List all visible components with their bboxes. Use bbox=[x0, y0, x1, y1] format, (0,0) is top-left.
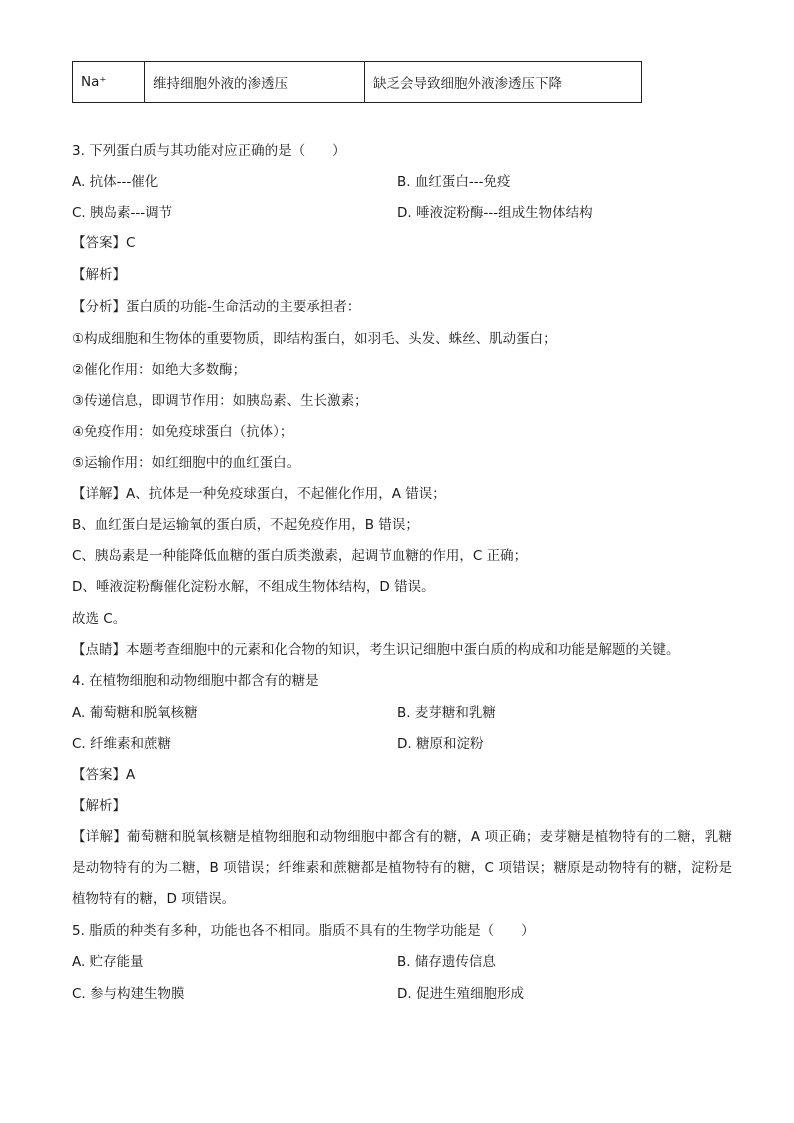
q3-option-b: B. 血红蛋白---免疫 bbox=[397, 174, 511, 190]
q3-line: D、唾液淀粉酶催化淀粉水解，不组成生物体结构，D 错误。 bbox=[72, 579, 435, 595]
q4-detail: 【详解】葡萄糖和脱氧核糖是植物细胞和动物细胞中都含有的糖，A 项正确；麦芽糖是植物特有的二糖，乳糖是动物特有的为二糖，B 项错误；纤维素和蔗糖都是植物特有的糖，C 项错误；糖原是动物特有的糖，淀粉是植物特有的糖，D 项错误。 bbox=[72, 829, 732, 907]
q3-line: 【分析】蛋白质的功能-生命活动的主要承担者： bbox=[72, 299, 361, 315]
q5-option-b: B. 储存遗传信息 bbox=[397, 954, 496, 970]
q3-question: 3. 下列蛋白质与其功能对应正确的是（ ） bbox=[72, 143, 346, 159]
q3-option-d: D. 唾液淀粉酶---组成生物体结构 bbox=[397, 205, 593, 221]
q3-line: ⑤运输作用：如红细胞中的血红蛋白。 bbox=[72, 455, 301, 471]
q4-answer: 【答案】A bbox=[72, 767, 136, 783]
q4-option-c: C. 纤维素和蔗糖 bbox=[72, 736, 172, 752]
q4-option-a: A. 葡萄糖和脱氧核糖 bbox=[72, 705, 198, 721]
q5-option-d: D. 促进生殖细胞形成 bbox=[397, 986, 524, 1002]
q3-line: ②催化作用：如绝大多数酶； bbox=[72, 362, 247, 378]
q4-option-b: B. 麦芽糖和乳糖 bbox=[397, 705, 496, 721]
q5-option-a: A. 贮存能量 bbox=[72, 954, 144, 970]
deficiency-cell: 缺乏会导致细胞外液渗透压下降 bbox=[365, 62, 642, 103]
q3-analysis-label: 【解析】 bbox=[72, 267, 126, 283]
q3-answer: 【答案】C bbox=[72, 235, 136, 251]
q5-option-c: C. 参与构建生物膜 bbox=[72, 986, 185, 1002]
q3-line: B、血红蛋白是运输氧的蛋白质，不起免疫作用，B 错误； bbox=[72, 517, 419, 533]
q3-line: 【详解】A、抗体是一种免疫球蛋白，不起催化作用，A 错误； bbox=[72, 486, 446, 502]
q3-line: ④免疫作用：如免疫球蛋白（抗体）； bbox=[72, 424, 294, 440]
q3-line: ③传递信息，即调节作用：如胰岛素、生长激素； bbox=[72, 393, 368, 409]
function-cell: 维持细胞外液的渗透压 bbox=[145, 62, 365, 103]
q3-line: 【点睛】本题考查细胞中的元素和化合物的知识，考生识记细胞中蛋白质的构成和功能是解题的关键。 bbox=[72, 642, 680, 658]
q4-option-d: D. 糖原和淀粉 bbox=[397, 736, 484, 752]
ion-function-table bbox=[72, 61, 642, 103]
q3-line: 故选 C。 bbox=[72, 611, 127, 627]
q3-option-a: A. 抗体---催化 bbox=[72, 174, 159, 190]
q4-question: 4. 在植物细胞和动物细胞中都含有的糖是 bbox=[72, 673, 319, 689]
q5-question: 5. 脂质的种类有多种，功能也各不相同。脂质不具有的生物学功能是（ ） bbox=[72, 923, 535, 939]
q4-analysis-label: 【解析】 bbox=[72, 798, 126, 814]
table-row bbox=[73, 62, 642, 103]
q3-option-c: C. 胰岛素---调节 bbox=[72, 205, 173, 221]
q3-line: C、胰岛素是一种能降低血糖的蛋白质类激素，起调节血糖的作用，C 正确； bbox=[72, 548, 528, 564]
ion-cell: Na⁺ bbox=[73, 62, 145, 103]
q3-line: ①构成细胞和生物体的重要物质，即结构蛋白，如羽毛、头发、蛛丝、肌动蛋白； bbox=[72, 331, 557, 347]
